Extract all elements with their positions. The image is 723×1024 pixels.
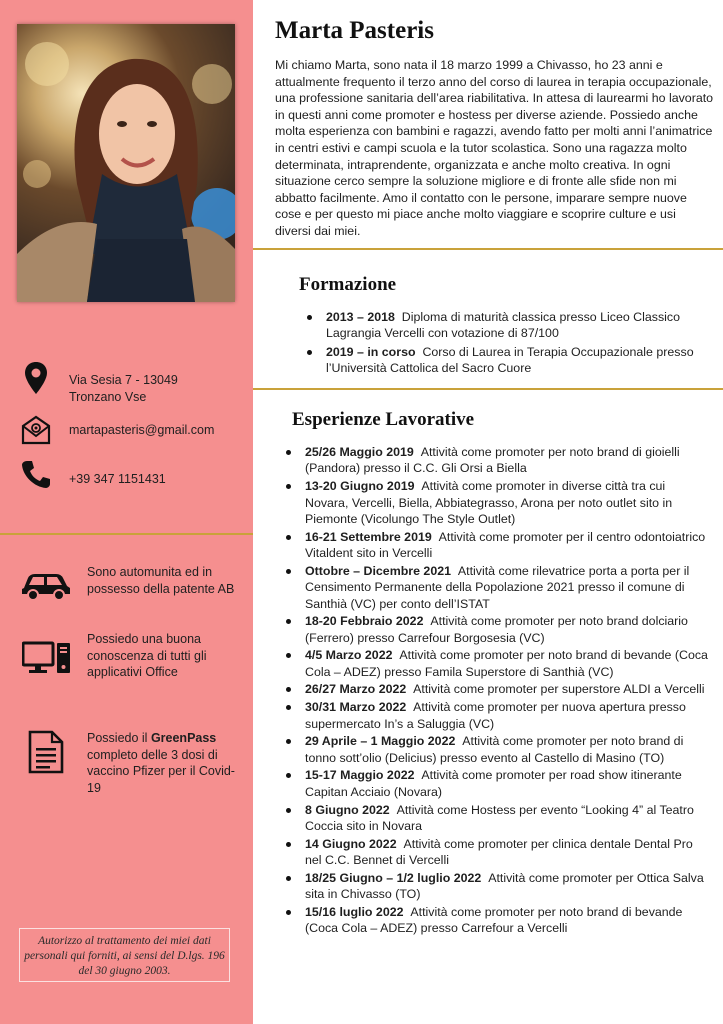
privacy-consent: Autorizzo al trattamento dei miei dati personali qui forniti, ai sensi del D.lgs. 196 del 30 giugno 2003. [19, 928, 230, 982]
list-item [279, 767, 709, 800]
greenpass-prefix: Possiedo il [87, 731, 151, 745]
address-line-2: Tronzano Vse [69, 390, 147, 404]
bio-divider [253, 248, 723, 250]
address-row [20, 362, 178, 404]
item-date: 18/25 Giugno – 1/2 luglio 2022 [305, 870, 482, 885]
item-text: Attività come promoter per il centro odontoiatrico Vitaldent sito in Vercelli [305, 529, 706, 561]
address [69, 372, 178, 406]
car-icon [20, 570, 72, 605]
list-item [279, 836, 709, 869]
item-text: Attività come Hostess per evento “Looking 4” al Teatro Coccia sito in Novara [305, 802, 694, 833]
experience-heading: Esperienze Lavorative [292, 409, 475, 430]
list-item [279, 699, 709, 732]
list-item [279, 904, 709, 937]
item-text: Attività come promoter per noto brand dolciario (Ferrero) presso Carrefour Borgosesia (VC) [305, 614, 688, 645]
item-date: 4/5 Marzo 2022 [305, 648, 393, 663]
phone-number[interactable]: +39 347 1151431 [69, 472, 166, 486]
skill-car-text: Sono automunita ed in possesso della patente AB [87, 565, 235, 596]
location-pin-icon [20, 362, 52, 394]
experience-list [279, 444, 709, 938]
item-date: 13-20 Giugno 2019 [305, 479, 415, 494]
list-item [279, 478, 709, 527]
item-date: 14 Giugno 2022 [305, 836, 397, 851]
computer-icon [22, 641, 72, 680]
page-title: Marta Pasteris [275, 17, 434, 44]
list-item [300, 344, 700, 377]
item-date: Ottobre – Dicembre 2021 [305, 563, 451, 578]
document-icon [28, 730, 64, 779]
item-text: Attività come promoter per noto brand di gioielli (Pandora) presso il C.C. Gli Orsi a Biella [305, 445, 680, 476]
item-date: 2019 – in corso [326, 344, 416, 359]
list-item [279, 647, 709, 680]
item-text: Corso di Laurea in Terapia Occupazionale presso l’Università Cattolica del Sacro Cuore [326, 344, 694, 376]
item-date: 29 Aprile – 1 Maggio 2022 [305, 734, 456, 749]
item-text: Attività come rilevatrice porta a porta per il Censimento Permanente della Popolazione 2021 presso il comune di Santhià (VC) per conto dell’ISTAT [305, 563, 690, 611]
greenpass-bold: GreenPass [150, 731, 217, 745]
item-date: 2013 – 2018 [326, 310, 395, 324]
email-address[interactable]: martapasteris@gmail.com [69, 423, 215, 437]
item-date: 30/31 Marzo 2022 [305, 700, 407, 715]
list-item [279, 733, 709, 766]
item-text: Attività come promoter per noto brand di bevande (Coca Cola – ADEZ) presso Carrefour a Vercelli [305, 904, 683, 936]
list-item [279, 870, 709, 903]
sidebar [0, 0, 253, 1024]
list-item [279, 563, 709, 612]
item-text: Diploma di maturità classica presso Liceo Classico Lagrangia Vercelli con votazione di 87/100 [326, 310, 681, 341]
list-item [279, 529, 709, 562]
list-item [279, 444, 709, 477]
item-text: Attività come promoter per superstore ALDI a Vercelli [413, 682, 705, 697]
skill-greenpass-text [87, 730, 237, 796]
email-icon [20, 414, 52, 446]
list-item [279, 681, 709, 697]
sidebar-divider [0, 533, 253, 535]
greenpass-suffix: completo delle 3 dosi di vaccino Pfizer per il Covid-19 [87, 747, 235, 795]
item-text: Attività come promoter per road show itinerante Capitan Acciaio (Novara) [305, 768, 682, 799]
item-date: 18-20 Febbraio 2022 [305, 614, 424, 629]
profile-photo [17, 24, 235, 302]
education-heading: Formazione [299, 274, 397, 295]
item-date: 8 Giugno 2022 [305, 802, 390, 817]
item-text: Attività come promoter per Ottica Salva sita in Chivasso (TO) [305, 870, 704, 902]
education-divider [253, 388, 723, 390]
phone-icon [20, 458, 52, 490]
item-text: Attività come promoter per clinica dentale Dental Pro nel C.C. Bennet di Vercelli [305, 836, 693, 868]
bio-paragraph: Mi chiamo Marta, sono nata il 18 marzo 1999 a Chivasso, ho 23 anni e attualmente frequento il terzo anno del corso di laurea in terapia occupazionale, una professione sanitaria dell’area riabilitativa. In attesa di laurearmi ho lavorato in questi anni come promoter e hostess per diverse aziende. Possiedo anche molta esperienza con bambini e ragazzi, avendo fatto per molti anni l’animatrice in centri estivi e campi scuola e la tutor scolastica. Sono una ragazza molto determinata, intraprendente, organizzata e anche molto creativa. In ogni situazione cerco sempre la soluzione migliore e di fronte alle sfide non mi abbatto facilmente. Amo il contatto con le persone, imparare sempre nuove cose e per questo mi piace anche molto viaggiare e scoprire culture e usi diversi dai miei. [275, 58, 714, 238]
item-date: 16-21 Settembre 2019 [305, 529, 432, 544]
item-text: Attività come promoter in diverse città tra cui Novara, Vercelli, Biella, Abbiategrasso, Arona per noto outlet sito in Piemonte (Vicolungo The Style Outlet) [305, 479, 673, 526]
item-date: 25/26 Maggio 2019 [305, 445, 414, 459]
list-item [300, 309, 700, 342]
email-row [20, 414, 215, 446]
item-date: 15/16 luglio 2022 [305, 904, 404, 919]
item-date: 26/27 Marzo 2022 [305, 682, 407, 697]
item-date: 15-17 Maggio 2022 [305, 768, 415, 783]
item-text: Attività come promoter per noto brand di bevande (Coca Cola – ADEZ) presso Famila Superstore di Santhià (VC) [305, 648, 708, 679]
address-line-1: Via Sesia 7 - 13049 [69, 373, 178, 387]
item-text: Attività come promoter per noto brand di tonno sott’olio (Delicius) presso evento al Castello di Masino (TO) [305, 734, 684, 765]
phone-row [20, 458, 166, 490]
education-list [300, 309, 700, 379]
list-item [279, 613, 709, 646]
skill-office-text: Possiedo una buona conoscenza di tutti gli applicativi Office [87, 632, 207, 679]
list-item [279, 802, 709, 835]
item-text: Attività come promoter per nuova apertura presso supermercato In’s a Saluggia (VC) [305, 700, 686, 731]
